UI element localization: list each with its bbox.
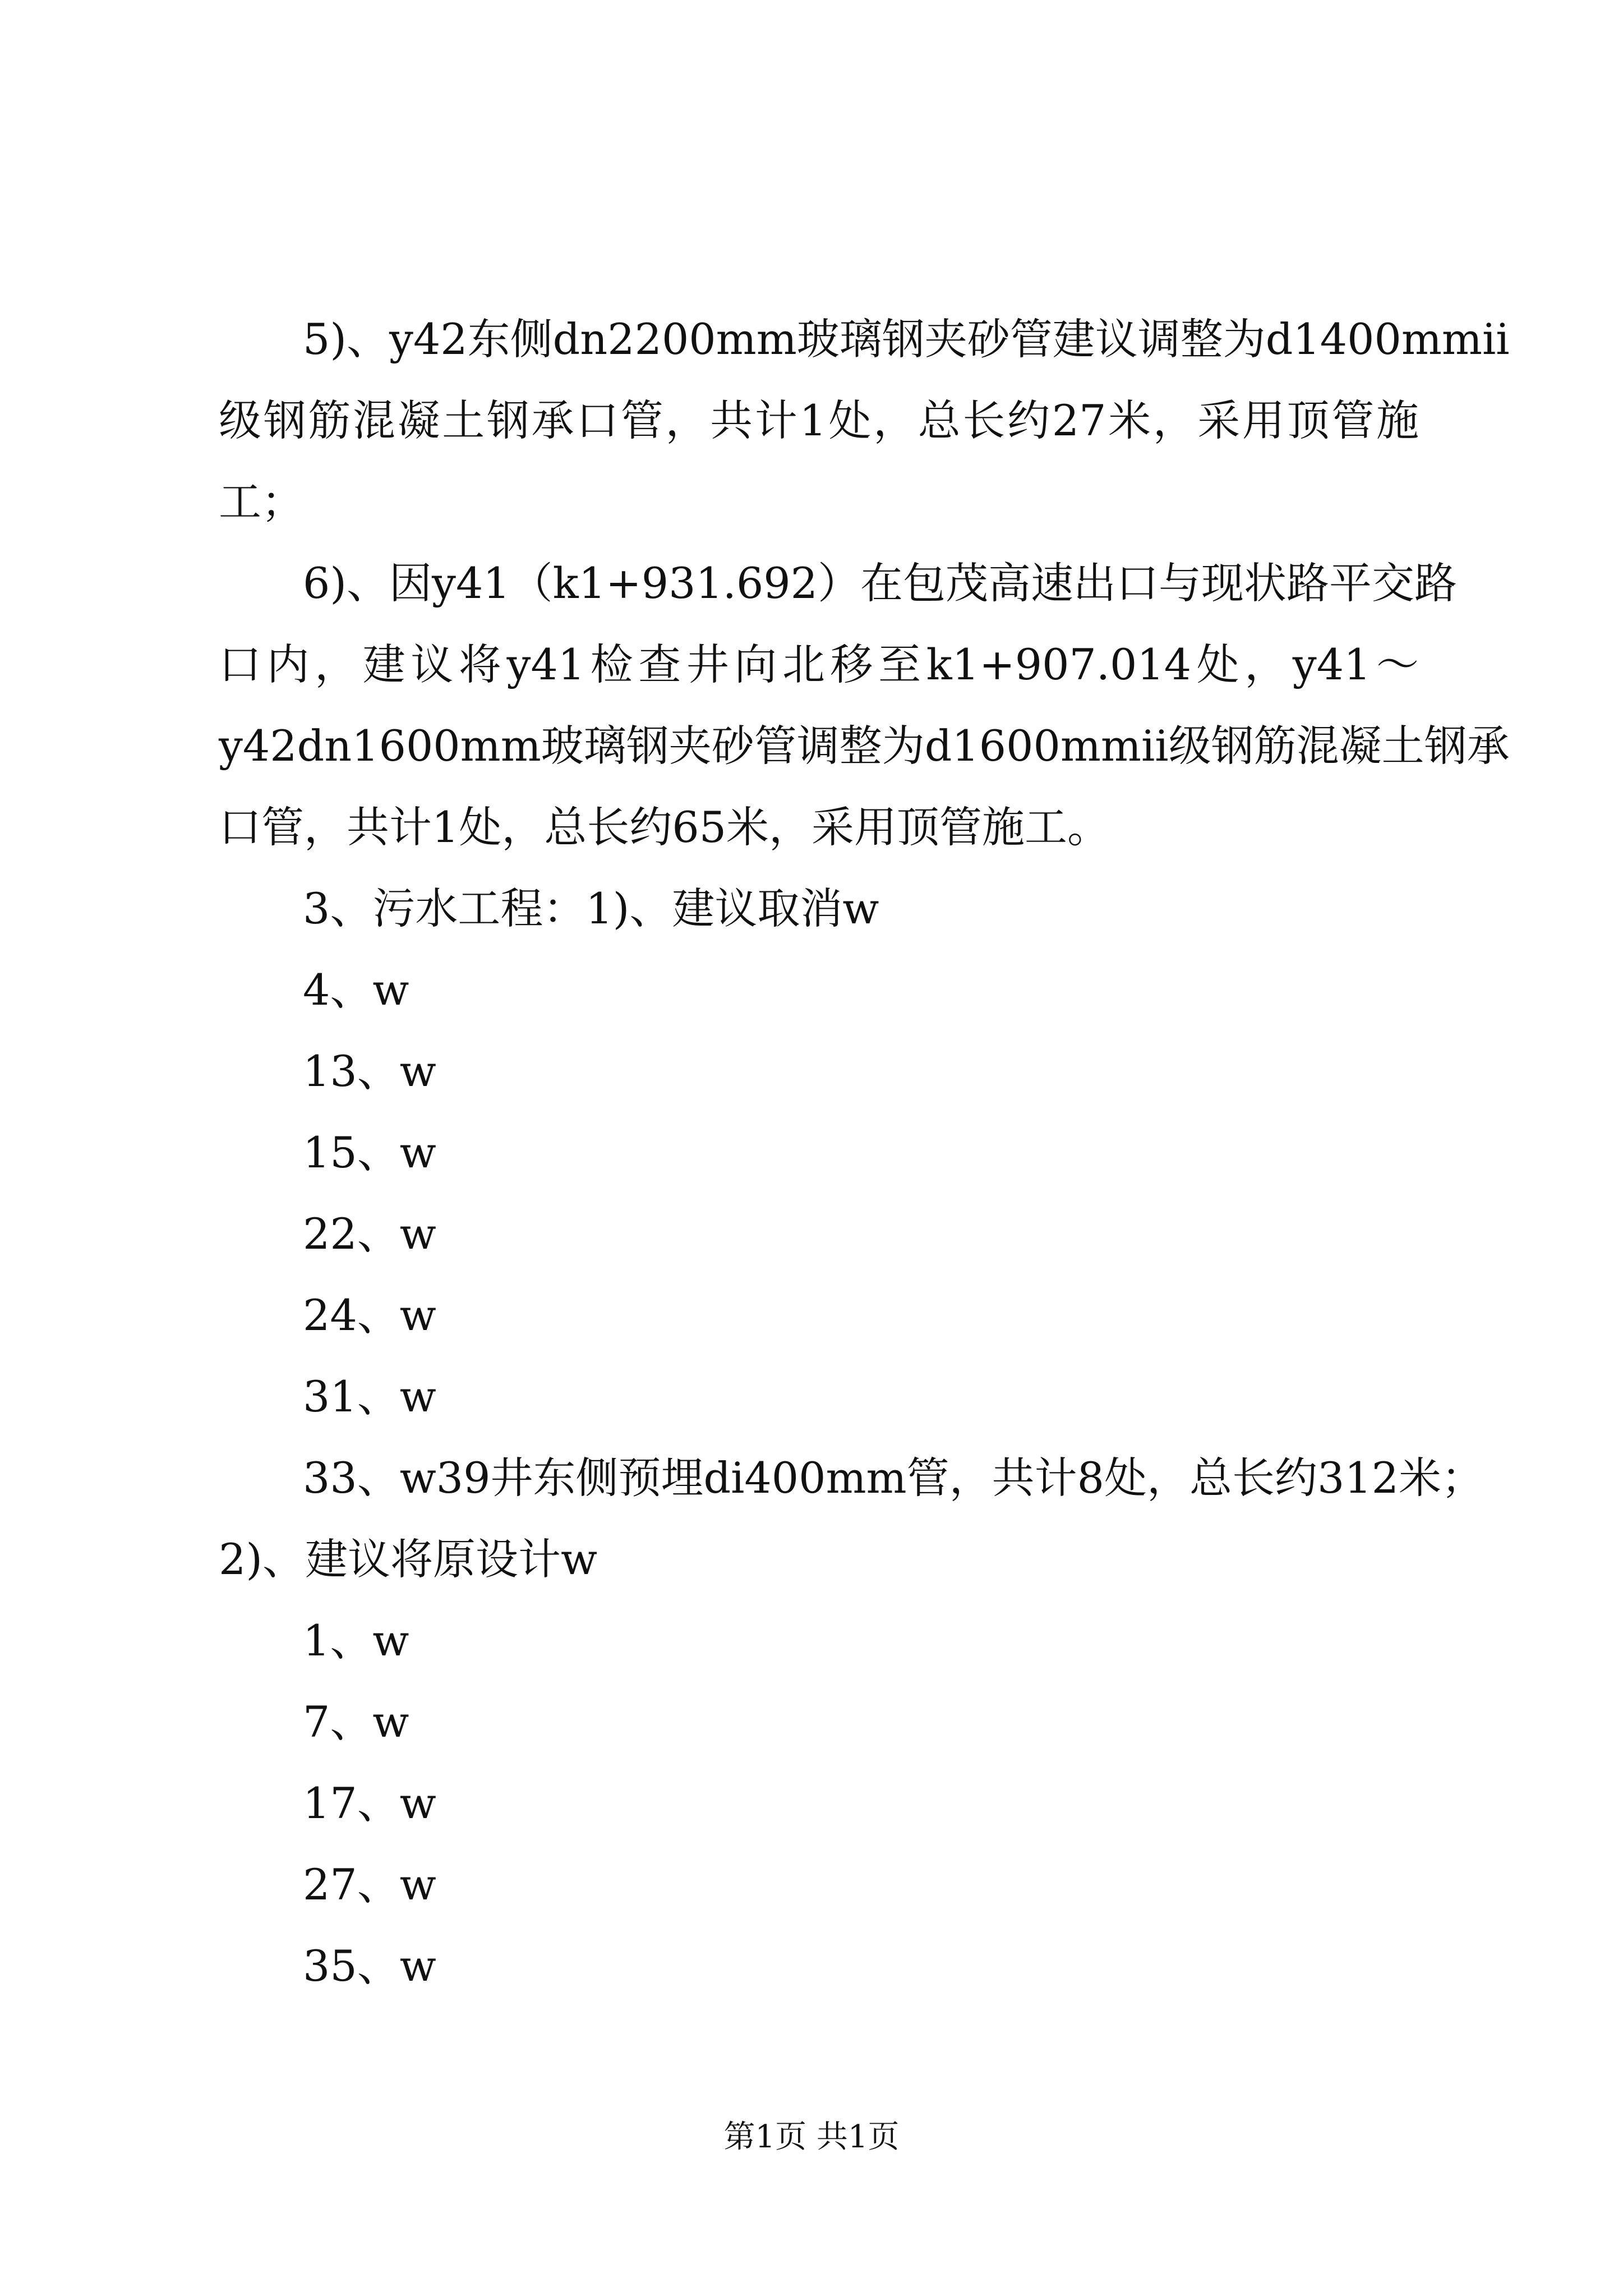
- item-2: 2)、建议将原设计w: [219, 1534, 598, 1584]
- page-number-footer: 第1页 共1页: [723, 2119, 900, 2155]
- list-item: 1、w: [303, 1616, 409, 1665]
- list-item: 17、w: [303, 1778, 436, 1828]
- list-item: 24、w: [303, 1290, 436, 1340]
- paragraph-6-line-1: 6)、因y41（k1+931.692）在包茂高速出口与现状路平交路: [303, 558, 1458, 608]
- list-item: 7、w: [303, 1697, 409, 1747]
- paragraph-6-line-2: 口内，建议将y41检查井向北移至k1+907.014处，y41～: [219, 639, 1419, 689]
- paragraph-6-line-4: 口管，共计1处，总长约65米，采用顶管施工。: [219, 802, 1110, 852]
- list-item: 27、w: [303, 1860, 436, 1910]
- list-item: 4、w: [303, 965, 409, 1015]
- list-item: 22、w: [303, 1209, 436, 1259]
- paragraph-5-line-2: 级钢筋混凝土钢承口管，共计1处，总长约27米，采用顶管施: [219, 395, 1419, 445]
- list-item: 35、w: [303, 1941, 436, 1991]
- list-item: 31、w: [303, 1372, 436, 1421]
- item-33: 33、w39井东侧预埋di400mm管，共计8处，总长约312米；: [303, 1453, 1484, 1503]
- list-item: 13、w: [303, 1046, 436, 1096]
- paragraph-5-line-3: 工；: [219, 477, 304, 527]
- list-item: 15、w: [303, 1128, 436, 1177]
- paragraph-5-line-1: 5)、y42东侧dn2200mm玻璃钢夹砂管建议调整为d1400mmii: [303, 314, 1510, 364]
- paragraph-6-line-3: y42dn1600mm玻璃钢夹砂管调整为d1600mmii级钢筋混凝土钢承: [219, 721, 1510, 771]
- sewage-heading: 3、污水工程：1)、建议取消w: [303, 884, 879, 933]
